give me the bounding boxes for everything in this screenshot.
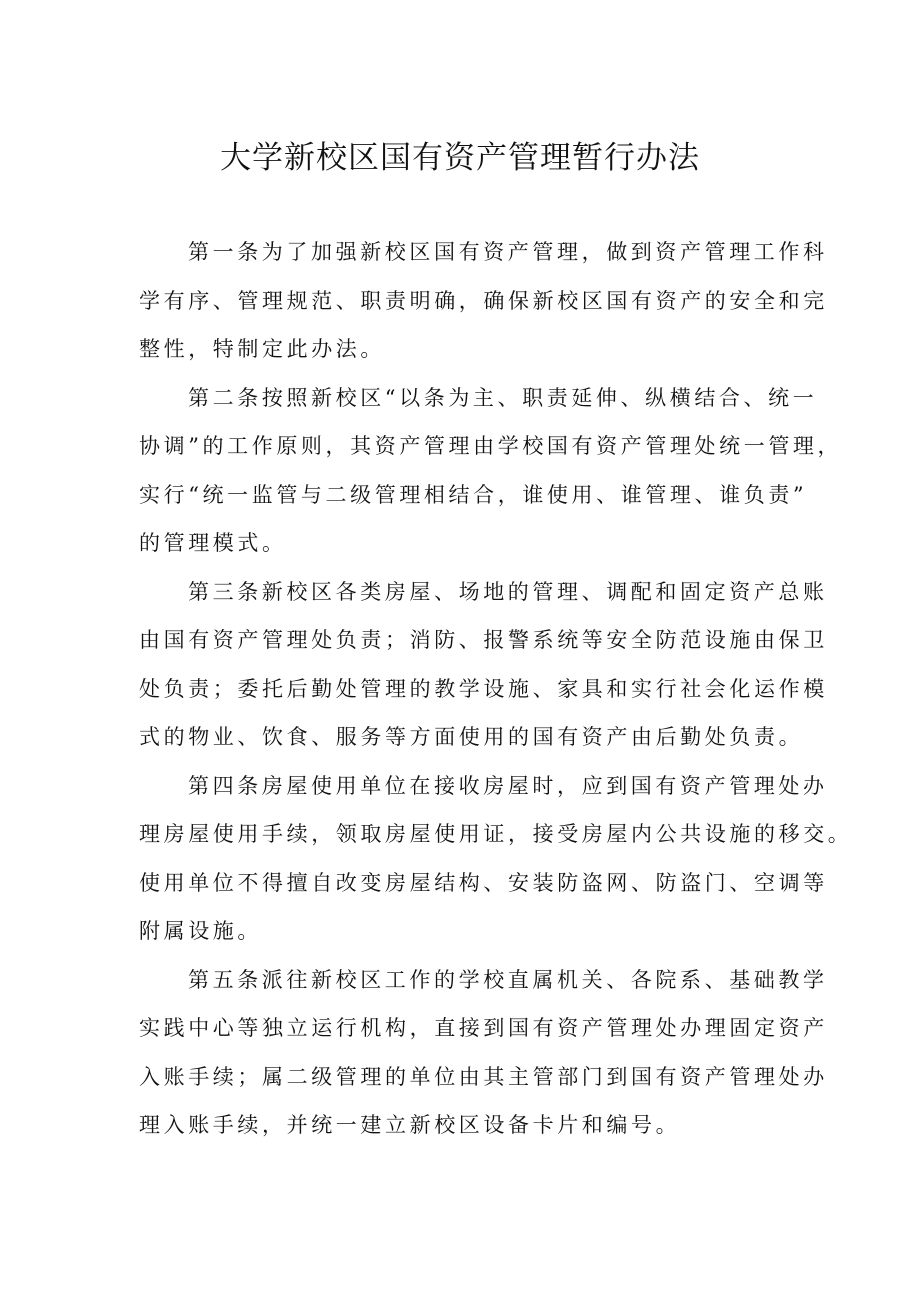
paragraph-line: 第五条派往新校区工作的学校直属机关、各院系、基础教学: [188, 967, 828, 992]
paragraph-line: 协调”的工作原则，其资产管理由学校国有资产管理处统一管理，: [139, 434, 843, 458]
paragraph-line: 由国有资产管理处负责；消防、报警系统等安全防范设施由保卫: [139, 628, 828, 652]
paragraph-line: 第二条按照新校区“以条为主、职责延伸、纵横结合、统一: [188, 385, 818, 410]
paragraph-line: 理入账手续，并统一建立新校区设备卡片和编号。: [139, 1113, 681, 1137]
article-5-paragraph: [139, 956, 828, 1150]
paragraph-line: 处负责；委托后勤处管理的教学设施、家具和实行社会化运作模: [139, 676, 828, 701]
paragraph-line: 理房屋使用手续，领取房屋使用证，接受房屋内公共设施的移交。: [139, 822, 853, 846]
paragraph-line: 第三条新校区各类房屋、场地的管理、调配和固定资产总账: [188, 579, 828, 604]
article-1-paragraph: [139, 228, 828, 374]
article-4-paragraph: [139, 762, 853, 956]
paragraph-line: 学有序、管理规范、职责明确，确保新校区国有资产的安全和完: [139, 288, 828, 313]
paragraph-line: 使用单位不得擅自改变房屋结构、安装防盗网、防盗门、空调等: [139, 870, 828, 895]
paragraph-line: 第一条为了加强新校区国有资产管理，做到资产管理工作科: [188, 240, 828, 264]
paragraph-line: 入账手续；属二级管理的单位由其主管部门到国有资产管理处办: [139, 1064, 828, 1089]
paragraph-line: 第四条房屋使用单位在接收房屋时，应到国有资产管理处办: [188, 773, 828, 798]
document-title: 大学新校区国有资产管理暂行办法: [220, 140, 700, 176]
paragraph-line: 的管理模式。: [139, 531, 287, 555]
article-2-paragraph: [139, 374, 843, 568]
paragraph-line: 式的物业、饮食、服务等方面使用的国有资产由后勤处负责。: [139, 725, 804, 749]
article-3-paragraph: [139, 568, 828, 762]
paragraph-line: 整性，特制定此办法。: [139, 337, 385, 361]
document-body: [139, 228, 853, 1150]
paragraph-line: 实践中心等独立运行机构，直接到国有资产管理处办理固定资产: [139, 1016, 828, 1040]
paragraph-line: 实行“统一监管与二级管理相结合，谁使用、谁管理、谁负责”: [139, 482, 808, 507]
paragraph-line: 附属设施。: [139, 919, 262, 943]
